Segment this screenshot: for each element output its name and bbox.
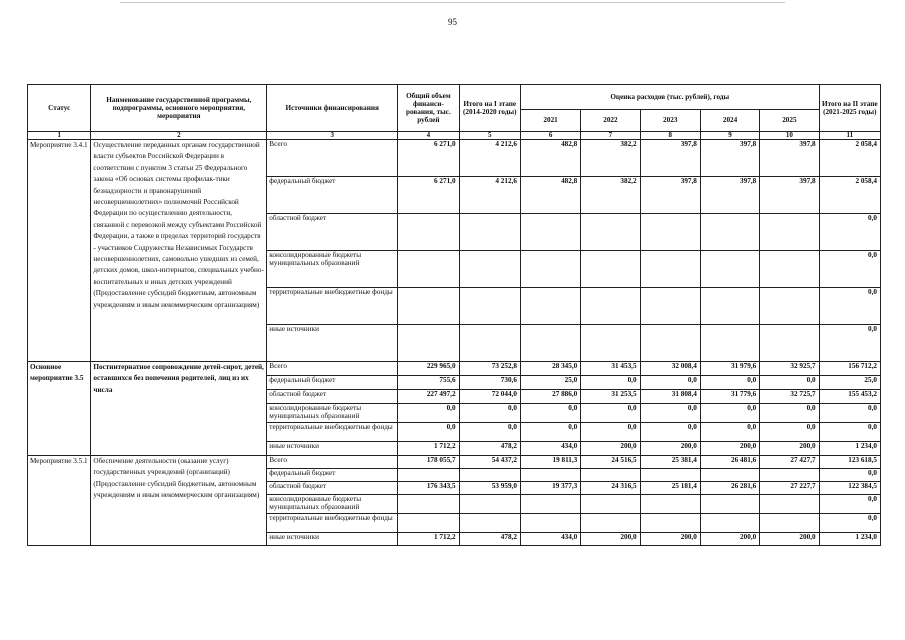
value-cell bbox=[520, 325, 580, 362]
value-cell bbox=[398, 251, 459, 288]
value-cell: 0,0 bbox=[700, 404, 759, 423]
value-cell: 0,0 bbox=[640, 404, 700, 423]
value-cell: 434,0 bbox=[520, 533, 580, 546]
value-cell bbox=[459, 469, 520, 482]
column-index: 11 bbox=[819, 132, 880, 140]
year-header: 2025 bbox=[760, 110, 819, 132]
value-cell: 0,0 bbox=[398, 404, 459, 423]
value-cell: 24 316,5 bbox=[581, 482, 640, 495]
value-cell bbox=[760, 495, 819, 514]
value-cell: 478,2 bbox=[459, 442, 520, 456]
value-cell bbox=[640, 251, 700, 288]
col-stage1: Итого на I этапе (2014-2020 годы) bbox=[459, 85, 520, 132]
value-cell: 31 979,6 bbox=[700, 362, 759, 376]
year-header: 2021 bbox=[520, 110, 580, 132]
value-cell: 122 384,5 bbox=[819, 482, 880, 495]
table-row bbox=[28, 362, 881, 376]
value-cell bbox=[640, 288, 700, 325]
source-cell: иные источники bbox=[267, 325, 398, 362]
index-row bbox=[28, 132, 881, 140]
value-cell bbox=[398, 325, 459, 362]
value-cell: 0,0 bbox=[819, 288, 880, 325]
year-header: 2023 bbox=[640, 110, 700, 132]
year-header: 2022 bbox=[581, 110, 640, 132]
value-cell: 73 252,8 bbox=[459, 362, 520, 376]
value-cell: 0,0 bbox=[760, 404, 819, 423]
col-status: Статус bbox=[28, 85, 91, 132]
value-cell bbox=[700, 469, 759, 482]
source-cell: консолидированные бюджеты муниципальных образований bbox=[267, 404, 398, 423]
value-cell: 0,0 bbox=[459, 423, 520, 442]
status-cell: Мероприятие 3.4.1 bbox=[28, 140, 91, 362]
source-cell: федеральный бюджет bbox=[267, 469, 398, 482]
value-cell: 72 044,0 bbox=[459, 390, 520, 404]
column-index: 2 bbox=[91, 132, 267, 140]
value-cell bbox=[459, 288, 520, 325]
value-cell: 482,8 bbox=[520, 140, 580, 177]
table-row bbox=[28, 140, 881, 177]
value-cell: 755,6 bbox=[398, 376, 459, 390]
value-cell bbox=[640, 514, 700, 533]
value-cell: 31 453,5 bbox=[581, 362, 640, 376]
value-cell: 24 516,5 bbox=[581, 456, 640, 469]
value-cell: 397,8 bbox=[760, 177, 819, 214]
col-stage2: Итого на II этапе (2021-2025 годы) bbox=[819, 85, 880, 132]
value-cell: 26 281,6 bbox=[700, 482, 759, 495]
value-cell: 397,8 bbox=[640, 140, 700, 177]
value-cell bbox=[760, 214, 819, 251]
value-cell bbox=[520, 214, 580, 251]
source-cell: иные источники bbox=[267, 442, 398, 456]
value-cell: 200,0 bbox=[700, 442, 759, 456]
value-cell: 478,2 bbox=[459, 533, 520, 546]
value-cell: 229 965,0 bbox=[398, 362, 459, 376]
value-cell bbox=[581, 214, 640, 251]
value-cell bbox=[398, 214, 459, 251]
source-cell: консолидированные бюджеты муниципальных образований bbox=[267, 251, 398, 288]
source-cell: Всего bbox=[267, 362, 398, 376]
column-index: 3 bbox=[267, 132, 398, 140]
value-cell: 1 234,0 bbox=[819, 442, 880, 456]
source-cell: консолидированные бюджеты муниципальных образований bbox=[267, 495, 398, 514]
value-cell bbox=[700, 214, 759, 251]
value-cell: 27 427,7 bbox=[760, 456, 819, 469]
value-cell bbox=[459, 325, 520, 362]
value-cell: 31 779,6 bbox=[700, 390, 759, 404]
value-cell bbox=[398, 288, 459, 325]
column-index: 10 bbox=[760, 132, 819, 140]
source-cell: областной бюджет bbox=[267, 214, 398, 251]
value-cell: 1 712,2 bbox=[398, 533, 459, 546]
value-cell: 730,6 bbox=[459, 376, 520, 390]
value-cell: 200,0 bbox=[581, 442, 640, 456]
source-cell: иные источники bbox=[267, 533, 398, 546]
value-cell: 397,8 bbox=[640, 177, 700, 214]
value-cell: 54 437,2 bbox=[459, 456, 520, 469]
value-cell bbox=[760, 469, 819, 482]
value-cell: 0,0 bbox=[520, 423, 580, 442]
value-cell bbox=[640, 214, 700, 251]
source-cell: федеральный бюджет bbox=[267, 177, 398, 214]
value-cell bbox=[520, 288, 580, 325]
name-cell: Обеспечение деятельности (оказание услуг) государственных учреждений (организаций) (Предоставление субсидий бюджетным, автономным учреждениям и иным некоммерческим организациям) bbox=[91, 456, 267, 546]
name-cell: Постинтернатное сопровождение детей-сирот, детей, оставшихся без попечения родителей, лиц из их числа bbox=[91, 362, 267, 456]
value-cell: 0,0 bbox=[819, 325, 880, 362]
status-cell: Мероприятие 3.5.1 bbox=[28, 456, 91, 546]
value-cell: 176 343,5 bbox=[398, 482, 459, 495]
table-row bbox=[28, 456, 881, 469]
column-index: 5 bbox=[459, 132, 520, 140]
source-cell: Всего bbox=[267, 140, 398, 177]
column-index: 8 bbox=[640, 132, 700, 140]
value-cell: 156 712,2 bbox=[819, 362, 880, 376]
value-cell: 200,0 bbox=[760, 442, 819, 456]
value-cell: 25,0 bbox=[819, 376, 880, 390]
value-cell bbox=[581, 288, 640, 325]
value-cell bbox=[459, 214, 520, 251]
value-cell: 1 712,2 bbox=[398, 442, 459, 456]
value-cell bbox=[640, 325, 700, 362]
value-cell: 19 811,3 bbox=[520, 456, 580, 469]
value-cell: 4 212,6 bbox=[459, 177, 520, 214]
value-cell bbox=[700, 514, 759, 533]
table-body bbox=[28, 140, 881, 546]
value-cell bbox=[760, 251, 819, 288]
value-cell: 155 453,2 bbox=[819, 390, 880, 404]
value-cell: 31 253,5 bbox=[581, 390, 640, 404]
value-cell: 0,0 bbox=[581, 404, 640, 423]
value-cell bbox=[459, 495, 520, 514]
value-cell: 6 271,0 bbox=[398, 177, 459, 214]
col-estimate: Оценка расходов (тыс. рублей), годы bbox=[520, 85, 819, 110]
col-sources: Источники финансирования bbox=[267, 85, 398, 132]
value-cell: 200,0 bbox=[581, 533, 640, 546]
value-cell: 0,0 bbox=[819, 514, 880, 533]
value-cell bbox=[581, 251, 640, 288]
value-cell bbox=[520, 495, 580, 514]
value-cell bbox=[581, 495, 640, 514]
value-cell bbox=[398, 469, 459, 482]
value-cell: 32 925,7 bbox=[760, 362, 819, 376]
top-rule bbox=[120, 2, 785, 3]
value-cell bbox=[520, 251, 580, 288]
value-cell: 28 345,0 bbox=[520, 362, 580, 376]
value-cell bbox=[700, 325, 759, 362]
value-cell: 178 055,7 bbox=[398, 456, 459, 469]
value-cell: 382,2 bbox=[581, 140, 640, 177]
value-cell: 382,2 bbox=[581, 177, 640, 214]
source-cell: Всего bbox=[267, 456, 398, 469]
budget-table bbox=[27, 84, 881, 546]
value-cell: 200,0 bbox=[700, 533, 759, 546]
column-index: 9 bbox=[700, 132, 759, 140]
value-cell: 397,8 bbox=[760, 140, 819, 177]
source-cell: областной бюджет bbox=[267, 390, 398, 404]
value-cell bbox=[581, 469, 640, 482]
value-cell bbox=[700, 251, 759, 288]
value-cell: 0,0 bbox=[640, 423, 700, 442]
value-cell: 0,0 bbox=[760, 376, 819, 390]
value-cell: 397,8 bbox=[700, 140, 759, 177]
source-cell: территориальные внебюджетные фонды bbox=[267, 288, 398, 325]
value-cell: 0,0 bbox=[520, 404, 580, 423]
value-cell: 6 271,0 bbox=[398, 140, 459, 177]
value-cell: 0,0 bbox=[819, 423, 880, 442]
value-cell: 0,0 bbox=[581, 376, 640, 390]
value-cell: 0,0 bbox=[819, 251, 880, 288]
value-cell bbox=[760, 288, 819, 325]
value-cell: 200,0 bbox=[760, 533, 819, 546]
value-cell: 31 808,4 bbox=[640, 390, 700, 404]
value-cell: 32 725,7 bbox=[760, 390, 819, 404]
source-cell: областной бюджет bbox=[267, 482, 398, 495]
value-cell: 32 008,4 bbox=[640, 362, 700, 376]
column-index: 6 bbox=[520, 132, 580, 140]
source-cell: территориальные внебюджетные фонды bbox=[267, 514, 398, 533]
value-cell bbox=[700, 495, 759, 514]
value-cell bbox=[640, 469, 700, 482]
year-header: 2024 bbox=[700, 110, 759, 132]
value-cell: 0,0 bbox=[760, 423, 819, 442]
value-cell: 25,0 bbox=[520, 376, 580, 390]
value-cell: 397,8 bbox=[700, 177, 759, 214]
value-cell: 26 481,6 bbox=[700, 456, 759, 469]
table-header bbox=[28, 85, 881, 140]
col-total: Общий объем финанси-рования, тыс. рублей bbox=[398, 85, 459, 132]
source-cell: федеральный бюджет bbox=[267, 376, 398, 390]
value-cell: 2 058,4 bbox=[819, 177, 880, 214]
value-cell: 0,0 bbox=[819, 214, 880, 251]
value-cell bbox=[520, 514, 580, 533]
col-name: Наименование государственной программы, подпрограммы, основного мероприятия, мероприятия bbox=[91, 85, 267, 132]
page-number: 95 bbox=[448, 17, 457, 27]
value-cell: 0,0 bbox=[819, 469, 880, 482]
value-cell: 227 497,2 bbox=[398, 390, 459, 404]
value-cell: 0,0 bbox=[640, 376, 700, 390]
value-cell: 27 886,0 bbox=[520, 390, 580, 404]
column-index: 7 bbox=[581, 132, 640, 140]
value-cell bbox=[760, 325, 819, 362]
value-cell: 4 212,6 bbox=[459, 140, 520, 177]
value-cell: 200,0 bbox=[640, 533, 700, 546]
value-cell: 25 381,4 bbox=[640, 456, 700, 469]
value-cell: 482,8 bbox=[520, 177, 580, 214]
value-cell: 27 227,7 bbox=[760, 482, 819, 495]
value-cell bbox=[459, 514, 520, 533]
value-cell: 434,0 bbox=[520, 442, 580, 456]
value-cell bbox=[459, 251, 520, 288]
value-cell: 1 234,0 bbox=[819, 533, 880, 546]
value-cell: 0,0 bbox=[581, 423, 640, 442]
column-index: 1 bbox=[28, 132, 91, 140]
value-cell: 0,0 bbox=[459, 404, 520, 423]
value-cell: 0,0 bbox=[700, 423, 759, 442]
value-cell: 19 377,3 bbox=[520, 482, 580, 495]
value-cell: 0,0 bbox=[700, 376, 759, 390]
value-cell bbox=[520, 469, 580, 482]
column-index: 4 bbox=[398, 132, 459, 140]
value-cell bbox=[640, 495, 700, 514]
source-cell: территориальные внебюджетные фонды bbox=[267, 423, 398, 442]
value-cell bbox=[398, 514, 459, 533]
value-cell bbox=[398, 495, 459, 514]
value-cell: 0,0 bbox=[819, 404, 880, 423]
status-cell: Основное мероприятие 3.5 bbox=[28, 362, 91, 456]
value-cell: 200,0 bbox=[640, 442, 700, 456]
value-cell bbox=[760, 514, 819, 533]
value-cell: 53 959,0 bbox=[459, 482, 520, 495]
value-cell bbox=[581, 325, 640, 362]
value-cell: 0,0 bbox=[819, 495, 880, 514]
value-cell: 123 618,5 bbox=[819, 456, 880, 469]
value-cell: 25 181,4 bbox=[640, 482, 700, 495]
value-cell bbox=[581, 514, 640, 533]
name-cell: Осуществление переданных органам государственной власти субъектов Российской Федерации в соответствии с пунктом 3 статьи 25 Федерального закона «Об основах системы профилак-тики безнадзорности и правонарушений несовершеннолетних» полномочий Российской Федерации по осуществлению деятельности, связанной с перевозкой между субъектами Российской Федерации, а также в пределах территорий государств - участников Содружества Независимых Государств несовершеннолетних, самовольно ушедших из семей, детских домов, школ-интернатов, специальных учебно-воспитательных и иных детских учреждений (Предоставление субсидий бюджетным, автономным учреждениям и иным некоммерческим организациям) bbox=[91, 140, 267, 362]
value-cell bbox=[700, 288, 759, 325]
value-cell: 2 058,4 bbox=[819, 140, 880, 177]
value-cell: 0,0 bbox=[398, 423, 459, 442]
